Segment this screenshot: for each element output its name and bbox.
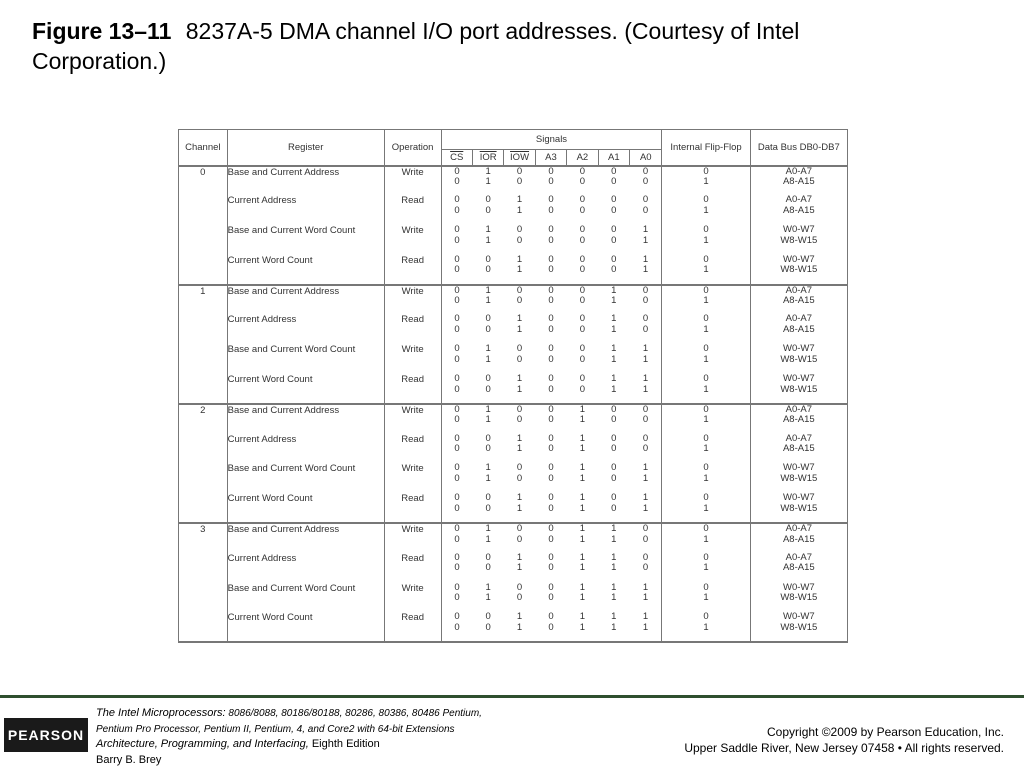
- signal-cs: 0 0: [441, 314, 472, 344]
- operation-type: Read: [384, 255, 441, 285]
- channel-number: 1: [179, 285, 228, 404]
- data-bus-value: A0-A7 A8-A15: [750, 195, 847, 225]
- signal-a0: 0 0: [630, 434, 662, 464]
- signal-iow: 1 1: [516, 194, 523, 216]
- signal-a0: 1 1: [630, 493, 662, 523]
- table-row: [179, 612, 848, 642]
- signal-a1: 1 1: [611, 523, 617, 545]
- table-row: [179, 523, 848, 553]
- data-bus-value: A0-A7 A8-A15: [750, 314, 847, 344]
- table-row: [179, 553, 848, 583]
- operation-type: Read: [384, 374, 441, 404]
- table-row: [179, 463, 848, 493]
- signal-a3: 0 0: [548, 343, 554, 365]
- signal-ior: 0 0: [485, 194, 491, 216]
- signal-iow: 0 0: [516, 343, 523, 365]
- figure-caption-text: 8237A-5 DMA channel I/O port addresses. (Courtesy of Intel Corporation.): [32, 18, 800, 74]
- signal-ior: 1 1: [485, 284, 491, 307]
- data-bus-value: W0-W7 W8-W15: [750, 493, 847, 523]
- book-citation: [96, 706, 566, 768]
- operation-type: Read: [384, 195, 441, 225]
- channel-number: 2: [179, 404, 228, 523]
- table-row: [179, 166, 848, 196]
- data-bus-value: W0-W7 W8-W15: [750, 255, 847, 285]
- signal-a0: 0 0: [630, 404, 662, 434]
- signal-ior: 0 0: [485, 253, 491, 276]
- signal-a1: 1 1: [611, 313, 617, 335]
- signal-iow: 0 0: [516, 284, 523, 307]
- signal-iow: 1 1: [516, 313, 523, 335]
- header-signal-a1: A1: [598, 150, 629, 166]
- signal-a0: 0 0: [630, 195, 662, 225]
- figure-caption: [32, 16, 932, 76]
- signal-ior: 0 0: [485, 551, 491, 574]
- signal-a3: 0 0: [548, 611, 554, 633]
- footer-divider: [0, 695, 1024, 698]
- flip-flop-value: 0 1: [662, 583, 750, 613]
- flip-flop-value: 0 1: [662, 166, 750, 196]
- flip-flop-value: 0 1: [662, 344, 750, 374]
- header-signal-a3: A3: [535, 150, 566, 166]
- signal-ior: 1 1: [485, 224, 491, 246]
- signal-a2: 0 0: [579, 343, 586, 365]
- channel-group: [179, 523, 848, 642]
- copyright-notice: [684, 724, 1004, 756]
- signal-iow: 1 1: [516, 432, 523, 455]
- signal-a1: 1 1: [611, 581, 617, 604]
- header-flipflop: Internal Flip-Flop: [662, 130, 750, 166]
- signal-a0: 1 1: [630, 612, 662, 642]
- register-name: Current Address: [227, 553, 384, 583]
- table-row: [179, 225, 848, 255]
- flip-flop-value: 0 1: [662, 255, 750, 285]
- signal-ior: 0 0: [485, 313, 491, 335]
- signal-a3: 0 0: [548, 432, 554, 455]
- register-name: Current Address: [227, 195, 384, 225]
- register-name: Current Address: [227, 434, 384, 464]
- header-register: Register: [227, 130, 384, 166]
- header-operation: Operation: [384, 130, 441, 166]
- data-bus-value: W0-W7 W8-W15: [750, 225, 847, 255]
- header-signal-a0: A0: [630, 150, 662, 166]
- operation-type: Write: [384, 225, 441, 255]
- flip-flop-value: 0 1: [662, 612, 750, 642]
- signal-a2: 0 0: [579, 165, 586, 187]
- signal-a1: 0 0: [611, 253, 617, 276]
- signal-cs: 0 0: [441, 344, 472, 374]
- signal-a0: 1 1: [630, 344, 662, 374]
- signal-a1: 1 1: [611, 373, 617, 395]
- signal-a1: 0 0: [611, 403, 617, 426]
- signal-iow: 1 1: [516, 611, 523, 633]
- book-title: The Intel Microprocessors:: [96, 707, 226, 719]
- signal-a1: 1 1: [611, 343, 617, 365]
- signal-iow: 0 0: [516, 165, 523, 187]
- signal-a0: 0 0: [630, 285, 662, 315]
- operation-type: Read: [384, 314, 441, 344]
- signal-a1: 0 0: [611, 224, 617, 246]
- dma-port-address-table: [178, 129, 848, 643]
- table-row: [179, 344, 848, 374]
- operation-type: Write: [384, 344, 441, 374]
- operation-type: Read: [384, 612, 441, 642]
- signal-iow: 0 0: [516, 581, 523, 604]
- signal-cs: 0 0: [441, 583, 472, 613]
- header-channel: Channel: [179, 130, 228, 166]
- signal-iow: 1 1: [516, 551, 523, 574]
- signal-a1: 0 0: [611, 462, 617, 484]
- figure-number: Figure 13–11: [32, 18, 172, 44]
- flip-flop-value: 0 1: [662, 434, 750, 464]
- header-signal-ior: $\overline{IOR}$: [472, 150, 503, 166]
- operation-type: Write: [384, 404, 441, 434]
- signal-ior: 0 0: [485, 492, 491, 514]
- signal-a3: 0 0: [548, 253, 554, 276]
- signal-cs: 0 0: [441, 404, 472, 434]
- signal-cs: 0 0: [441, 434, 472, 464]
- signal-a0: 0 0: [630, 166, 662, 196]
- flip-flop-value: 0 1: [662, 195, 750, 225]
- signal-a3: 0 0: [548, 373, 554, 395]
- channel-group: [179, 166, 848, 285]
- signal-cs: 0 0: [441, 553, 472, 583]
- book-line-2: Pentium Pro Processor, Pentium II, Pentium, 4, and Core2 with 64-bit Extensions: [96, 723, 455, 735]
- signal-ior: 0 0: [485, 432, 491, 455]
- register-name: Current Word Count: [227, 493, 384, 523]
- signal-a3: 0 0: [548, 224, 554, 246]
- flip-flop-value: 0 1: [662, 493, 750, 523]
- register-name: Current Word Count: [227, 612, 384, 642]
- signal-iow: 0 0: [516, 523, 523, 545]
- signal-iow: 0 0: [516, 224, 523, 246]
- book-edition: Eighth Edition: [308, 738, 380, 750]
- register-name: Base and Current Word Count: [227, 344, 384, 374]
- book-line-3: Architecture, Programming, and Interfacing,: [96, 738, 309, 750]
- data-bus-value: A0-A7 A8-A15: [750, 523, 847, 553]
- signal-a0: 1 1: [630, 255, 662, 285]
- signal-a1: 1 1: [611, 611, 617, 633]
- register-name: Current Word Count: [227, 255, 384, 285]
- table-row: [179, 404, 848, 434]
- operation-type: Write: [384, 285, 441, 315]
- flip-flop-value: 0 1: [662, 314, 750, 344]
- book-author: Barry B. Brey: [96, 753, 162, 766]
- operation-type: Write: [384, 463, 441, 493]
- table-row: [179, 285, 848, 315]
- signal-cs: 0 0: [441, 255, 472, 285]
- signal-iow: 1 1: [516, 373, 523, 395]
- table-row: [179, 434, 848, 464]
- signal-a3: 0 0: [548, 462, 554, 484]
- data-bus-value: A0-A7 A8-A15: [750, 285, 847, 315]
- channel-group: [179, 404, 848, 523]
- signal-a3: 0 0: [548, 581, 554, 604]
- header-signal-cs: $\overline{CS}$: [441, 150, 472, 166]
- signal-ior: 1 1: [485, 581, 491, 604]
- data-bus-value: W0-W7 W8-W15: [750, 463, 847, 493]
- signal-iow: 0 0: [516, 462, 523, 484]
- data-bus-value: A0-A7 A8-A15: [750, 166, 847, 196]
- operation-type: Read: [384, 493, 441, 523]
- register-name: Base and Current Address: [227, 166, 384, 196]
- register-name: Base and Current Word Count: [227, 463, 384, 493]
- data-bus-value: A0-A7 A8-A15: [750, 553, 847, 583]
- data-bus-value: W0-W7 W8-W15: [750, 374, 847, 404]
- address-line: Upper Saddle River, New Jersey 07458 • All rights reserved.: [684, 741, 1004, 755]
- operation-type: Write: [384, 583, 441, 613]
- pearson-logo: PEARSON: [4, 718, 88, 752]
- book-line-1: 8086/8088, 80186/80188, 80286, 80386, 80486 Pentium,: [225, 708, 482, 719]
- data-bus-value: W0-W7 W8-W15: [750, 583, 847, 613]
- flip-flop-value: 0 1: [662, 285, 750, 315]
- signal-a2: 1 1: [579, 492, 586, 514]
- signal-iow: 1 1: [516, 492, 523, 514]
- signal-cs: 0 0: [441, 166, 472, 196]
- flip-flop-value: 0 1: [662, 463, 750, 493]
- signal-a2: 0 0: [579, 313, 586, 335]
- data-bus-value: W0-W7 W8-W15: [750, 612, 847, 642]
- signal-a3: 0 0: [548, 523, 554, 545]
- signal-a1: 0 0: [611, 194, 617, 216]
- signal-a1: 1 1: [611, 284, 617, 307]
- signal-ior: 1 1: [485, 343, 491, 365]
- register-name: Base and Current Word Count: [227, 583, 384, 613]
- signal-a2: 0 0: [579, 253, 586, 276]
- data-bus-value: A0-A7 A8-A15: [750, 404, 847, 434]
- header-signal-a2: A2: [567, 150, 598, 166]
- signal-a1: 1 1: [611, 551, 617, 574]
- signal-a0: 1 1: [630, 583, 662, 613]
- signal-cs: 0 0: [441, 285, 472, 315]
- signal-ior: 1 1: [485, 403, 491, 426]
- signal-a0: 1 1: [630, 225, 662, 255]
- signal-a2: 1 1: [579, 581, 586, 604]
- channel-group: [179, 285, 848, 404]
- signal-a1: 0 0: [611, 165, 617, 187]
- signal-cs: 0 0: [441, 463, 472, 493]
- operation-type: Read: [384, 434, 441, 464]
- signal-a2: 0 0: [579, 224, 586, 246]
- register-name: Base and Current Address: [227, 285, 384, 315]
- register-name: Current Address: [227, 314, 384, 344]
- signal-a1: 0 0: [611, 492, 617, 514]
- signal-a3: 0 0: [548, 284, 554, 307]
- signal-a0: 1 1: [630, 374, 662, 404]
- register-name: Base and Current Address: [227, 404, 384, 434]
- signal-a3: 0 0: [548, 165, 554, 187]
- signal-a3: 0 0: [548, 492, 554, 514]
- header-signals: Signals: [441, 130, 662, 150]
- flip-flop-value: 0 1: [662, 404, 750, 434]
- header-signal-iow: $\overline{IOW}$: [504, 150, 535, 166]
- table-row: [179, 493, 848, 523]
- signal-iow: 0 0: [516, 403, 523, 426]
- signal-a2: 1 1: [579, 611, 586, 633]
- operation-type: Read: [384, 553, 441, 583]
- signal-a0: 0 0: [630, 553, 662, 583]
- signal-a2: 0 0: [579, 284, 586, 307]
- signal-a2: 1 1: [579, 523, 586, 545]
- data-bus-value: W0-W7 W8-W15: [750, 344, 847, 374]
- signal-a0: 0 0: [630, 523, 662, 553]
- signal-iow: 1 1: [516, 253, 523, 276]
- operation-type: Write: [384, 523, 441, 553]
- signal-a2: 1 1: [579, 462, 586, 484]
- signal-a3: 0 0: [548, 313, 554, 335]
- channel-number: 0: [179, 166, 228, 285]
- channel-number: 3: [179, 523, 228, 642]
- flip-flop-value: 0 1: [662, 553, 750, 583]
- table-row: [179, 255, 848, 285]
- signal-ior: 0 0: [485, 611, 491, 633]
- register-name: Base and Current Address: [227, 523, 384, 553]
- signal-a2: 1 1: [579, 432, 586, 455]
- signal-a2: 1 1: [579, 403, 586, 426]
- signal-a3: 0 0: [548, 551, 554, 574]
- signal-cs: 0 0: [441, 493, 472, 523]
- signal-a3: 0 0: [548, 403, 554, 426]
- signal-a2: 0 0: [579, 194, 586, 216]
- signal-a1: 0 0: [611, 432, 617, 455]
- table-row: [179, 374, 848, 404]
- operation-type: Write: [384, 166, 441, 196]
- flip-flop-value: 0 1: [662, 225, 750, 255]
- table-row: [179, 314, 848, 344]
- table-row: [179, 583, 848, 613]
- signal-cs: 0 0: [441, 523, 472, 553]
- flip-flop-value: 0 1: [662, 374, 750, 404]
- signal-cs: 0 0: [441, 374, 472, 404]
- signal-ior: 1 1: [485, 462, 491, 484]
- signal-cs: 0 0: [441, 195, 472, 225]
- signal-ior: 0 0: [485, 373, 491, 395]
- signal-ior: 1 1: [485, 523, 491, 545]
- signal-a0: 0 0: [630, 314, 662, 344]
- signal-a2: 0 0: [579, 373, 586, 395]
- copyright-line: Copyright ©2009 by Pearson Education, Inc.: [767, 725, 1004, 739]
- data-bus-value: A0-A7 A8-A15: [750, 434, 847, 464]
- register-name: Base and Current Word Count: [227, 225, 384, 255]
- header-databus: Data Bus DB0-DB7: [750, 130, 847, 166]
- signal-ior: 1 1: [485, 165, 491, 187]
- flip-flop-value: 0 1: [662, 523, 750, 553]
- signal-a2: 1 1: [579, 551, 586, 574]
- table-row: [179, 195, 848, 225]
- register-name: Current Word Count: [227, 374, 384, 404]
- signal-cs: 0 0: [441, 612, 472, 642]
- signal-a0: 1 1: [630, 463, 662, 493]
- signal-a3: 0 0: [548, 194, 554, 216]
- signal-cs: 0 0: [441, 225, 472, 255]
